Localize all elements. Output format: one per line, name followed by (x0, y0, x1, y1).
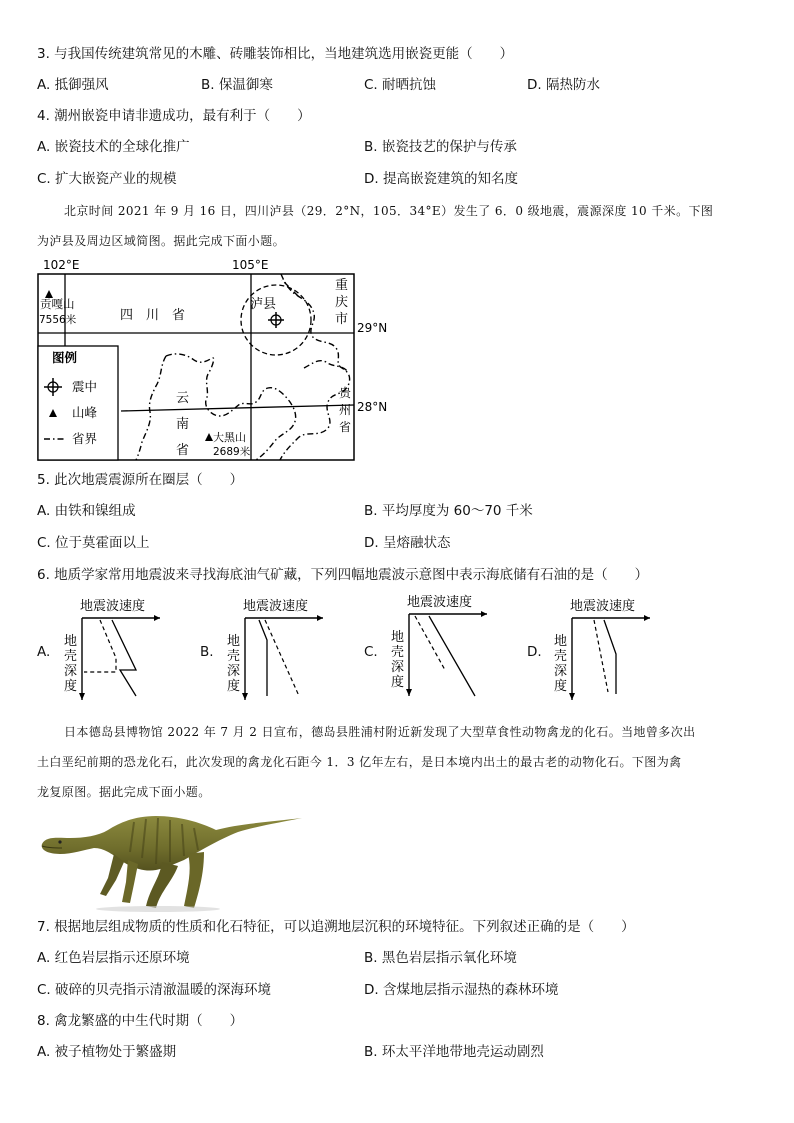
yunnan-label-1: 云 (176, 391, 190, 406)
q3-option-d: D. 隔热防水 (527, 77, 600, 93)
q7-option-d: D. 含煤地层指示湿热的森林环境 (364, 982, 559, 998)
diagram-ylabel-3: 深 (227, 664, 241, 679)
q7-option-a: A. 红色岩层指示还原环境 (37, 950, 190, 966)
passage2-line3: 龙复原图。据此完成下面小题。 (37, 785, 211, 799)
q4-option-a: A. 嵌瓷技术的全球化推广 (37, 139, 190, 155)
peak1-name: 贡嘎山 (40, 297, 75, 311)
peak1-height: 7556米 (39, 314, 77, 326)
q6-letter-c: C. (364, 644, 378, 660)
lon-102-label: 102°E (43, 258, 80, 272)
diagram-ylabel-4: 度 (227, 679, 241, 694)
diagram-ylabel-4: 度 (64, 679, 78, 694)
diagram-ylabel-2: 壳 (227, 649, 241, 664)
peak2-name: 大黑山 (213, 431, 246, 444)
q4-option-b: B. 嵌瓷技艺的保护与传承 (364, 139, 517, 155)
chongqing-label-1: 重 (335, 278, 349, 293)
q3-option-b: B. 保温御寒 (201, 77, 273, 93)
passage1-line1: 北京时间 2021 年 9 月 16 日，四川泸县（29．2°N，105．34°E）发生了 6．0 级地震，震源深度 10 千米。下图 (64, 204, 714, 218)
diagram-ylabel-2: 壳 (64, 649, 78, 664)
q6-stem: 6. 地质学家常用地震波来寻找海底油气矿藏，下列四幅地震波示意图中表示海底储有石油的是（ ） (37, 567, 649, 583)
epicenter-icon (268, 312, 284, 328)
q7-stem: 7. 根据地层组成物质的性质和化石特征，可以追溯地层沉积的环境特征。下列叙述正确的是（ ） (37, 919, 635, 935)
q6-letter-a: A. (37, 644, 51, 660)
diagram-ylabel-4: 度 (554, 679, 568, 694)
q5-stem: 5. 此次地震震源所在圈层（ ） (37, 472, 244, 488)
peak2-height: 2689米 (213, 446, 251, 458)
guizhou-label-1: 贵 (339, 386, 352, 400)
diagram-ylabel-3: 深 (64, 664, 78, 679)
wave-diagram-a (60, 596, 170, 704)
legend-border-label: 省界 (72, 431, 98, 446)
diagram-ylabel-2: 壳 (554, 649, 568, 664)
legend-epicenter-label: 震中 (72, 379, 98, 394)
diagram-ylabel-1: 地 (391, 630, 405, 645)
q4-stem: 4. 潮州嵌瓷申请非遗成功，最有利于（ ） (37, 108, 311, 124)
passage2-line1: 日本德岛县博物馆 2022 年 7 月 2 日宣布，德岛县胜浦村附近新发现了大型草食性动物禽龙的化石。当地曾多次出 (64, 725, 696, 739)
q7-option-b: B. 黑色岩层指示氧化环境 (364, 950, 517, 966)
lat-29-label: 29°N (357, 321, 388, 335)
q7-option-c: C. 破碎的贝壳指示清澈温暖的深海环境 (37, 982, 272, 998)
lat-28-label: 28°N (357, 400, 388, 414)
diagram-ylabel-1: 地 (64, 634, 78, 649)
peak-icon (205, 433, 213, 441)
q5-option-d: D. 呈熔融状态 (364, 535, 451, 551)
passage2-line2: 土白垩纪前期的恐龙化石，此次发现的禽龙化石距今 1．3 亿年左右，是日本境内出土的最古老的动物化石。下图为禽 (37, 755, 682, 769)
q5-option-c: C. 位于莫霍面以上 (37, 535, 150, 551)
diagram-ylabel-3: 深 (391, 660, 405, 675)
guizhou-label-3: 省 (339, 420, 352, 434)
q3-option-c: C. 耐晒抗蚀 (364, 77, 437, 93)
q6-letter-d: D. (527, 644, 542, 660)
wave-diagram-d (550, 596, 660, 704)
diagram-title: 地震波速度 (243, 599, 309, 614)
yunnan-label-3: 省 (176, 443, 190, 458)
wave-diagram-c (387, 592, 497, 700)
q6-letter-b: B. (200, 644, 214, 660)
diagram-ylabel-4: 度 (391, 675, 405, 690)
region-map (36, 256, 388, 464)
q3-option-a: A. 抵御强风 (37, 77, 109, 93)
yunnan-label-2: 南 (176, 417, 190, 432)
legend-title: 图例 (52, 350, 78, 365)
diagram-ylabel-2: 壳 (391, 645, 405, 660)
chongqing-label-3: 市 (335, 312, 349, 327)
diagram-ylabel-1: 地 (554, 634, 568, 649)
legend-peak-label: 山峰 (72, 405, 98, 420)
q5-option-b: B. 平均厚度为 60～70 千米 (364, 503, 533, 519)
diagram-title: 地震波速度 (80, 599, 146, 614)
q3-stem: 3. 与我国传统建筑常见的木雕、砖雕装饰相比，当地建筑选用嵌瓷更能（ ） (37, 46, 514, 62)
diagram-ylabel-3: 深 (554, 664, 568, 679)
lon-105-label: 105°E (232, 258, 269, 272)
q8-option-b: B. 环太平洋地带地壳运动剧烈 (364, 1044, 544, 1060)
q5-option-a: A. 由铁和镍组成 (37, 503, 136, 519)
q8-option-a: A. 被子植物处于繁盛期 (37, 1044, 177, 1060)
wave-diagram-b (223, 596, 333, 704)
iguanodon-illustration (38, 808, 304, 912)
guizhou-label-2: 州 (339, 403, 352, 417)
q4-option-c: C. 扩大嵌瓷产业的规模 (37, 171, 177, 187)
passage1-line2: 为泸县及周边区域简图。据此完成下面小题。 (37, 234, 286, 248)
sichuan-label: 四 川 省 (120, 308, 186, 323)
q8-stem: 8. 禽龙繁盛的中生代时期（ ） (37, 1013, 244, 1029)
diagram-ylabel-1: 地 (227, 634, 241, 649)
chongqing-label-2: 庆 (335, 295, 349, 310)
q4-option-d: D. 提高嵌瓷建筑的知名度 (364, 171, 518, 187)
diagram-title: 地震波速度 (570, 599, 636, 614)
county-label: 泸县 (250, 297, 277, 312)
diagram-title: 地震波速度 (407, 595, 473, 610)
